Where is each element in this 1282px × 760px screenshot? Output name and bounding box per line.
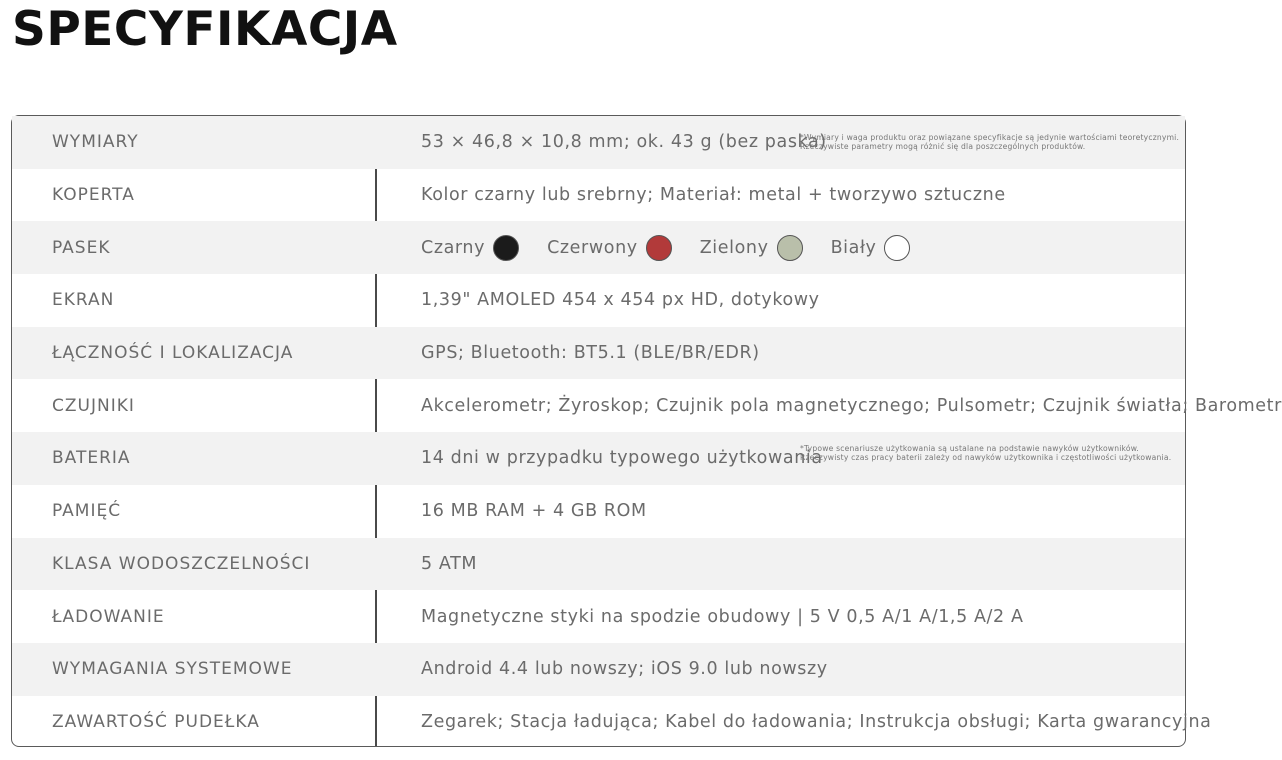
spec-value: Kolor czarny lub srebrny; Materiał: metal + tworzywo sztuczne xyxy=(421,185,1006,206)
spec-value: 1,39" AMOLED 454 x 454 px HD, dotykowy xyxy=(421,290,820,311)
spec-value: GPS; Bluetooth: BT5.1 (BLE/BR/EDR) xyxy=(421,343,760,364)
spec-value: 5 ATM xyxy=(421,553,478,574)
spec-label: ŁADOWANIE xyxy=(52,606,165,627)
strap-option-label: Czarny xyxy=(421,237,486,258)
spec-row-connectivity xyxy=(12,327,1185,380)
spec-label: KOPERTA xyxy=(52,185,135,206)
page-title: SPECYFIKACJA xyxy=(12,2,398,57)
spec-label: ŁĄCZNOŚĆ I LOKALIZACJA xyxy=(52,343,294,364)
spec-row-dimensions xyxy=(12,116,1185,169)
strap-option-label: Czerwony xyxy=(547,237,638,258)
spec-value: Zegarek; Stacja ładująca; Kabel do ładowania; Instrukcja obsługi; Karta gwarancyjna xyxy=(421,711,1212,732)
spec-row-battery xyxy=(12,432,1185,485)
spec-label: ZAWARTOŚĆ PUDEŁKA xyxy=(52,711,260,732)
spec-label: EKRAN xyxy=(52,290,115,311)
spec-value: Android 4.4 lub nowszy; iOS 9.0 lub nowszy xyxy=(421,659,828,680)
spec-value: Magnetyczne styki na spodzie obudowy | 5 V 0,5 A/1 A/1,5 A/2 A xyxy=(421,606,1024,627)
spec-value: 53 × 46,8 × 10,8 mm; ok. 43 g (bez paska) xyxy=(421,132,827,153)
spec-label: PAMIĘĆ xyxy=(52,501,122,522)
spec-label: PASEK xyxy=(52,237,111,258)
battery-footnote: *Typowe scenariusze użytkowania są ustalane na podstawie nawyków użytkowników. Rzeczywisty czas pracy baterii zależy od nawyków użytkownika i częstotliwości użytkowania. xyxy=(800,444,1172,463)
strap-option-white xyxy=(831,235,911,261)
spec-label: KLASA WODOSZCZELNOŚCI xyxy=(52,553,311,574)
spec-row-screen xyxy=(12,274,1185,327)
strap-option-green xyxy=(700,235,803,261)
spec-row-charging xyxy=(12,590,1185,643)
spec-row-water-resistance xyxy=(12,538,1185,591)
spec-table xyxy=(11,115,1282,747)
spec-value: 14 dni w przypadku typowego użytkowania xyxy=(421,448,823,469)
white-color-swatch xyxy=(884,235,910,261)
red-color-swatch xyxy=(646,235,672,261)
spec-value: 16 MB RAM + 4 GB ROM xyxy=(421,501,647,522)
spec-label: WYMIARY xyxy=(52,132,139,153)
strap-option-label: Zielony xyxy=(699,237,769,258)
strap-option-black xyxy=(421,235,519,261)
spec-row-case xyxy=(12,169,1185,222)
spec-row-system-requirements xyxy=(12,643,1185,696)
spec-label: WYMAGANIA SYSTEMOWE xyxy=(52,659,293,680)
spec-label: BATERIA xyxy=(52,448,131,469)
spec-row-sensors xyxy=(12,379,1282,432)
spec-row-strap xyxy=(12,221,1185,274)
spec-row-memory xyxy=(12,485,1185,538)
strap-option-label: Biały xyxy=(830,237,877,258)
dimensions-footnote: *Wymiary i waga produktu oraz powiązane specyfikacje są jedynie wartościami teoretycznymi. Rzeczywiste parametry mogą różnić się dla poszczególnych produktów. xyxy=(800,133,1180,151)
spec-value: Akcelerometr; Żyroskop; Czujnik pola magnetycznego; Pulsometr; Czujnik światła; Barometr xyxy=(421,395,1282,416)
spec-label: CZUJNIKI xyxy=(52,395,135,416)
green-color-swatch xyxy=(777,235,803,261)
spec-row-box-contents xyxy=(12,696,1212,749)
strap-option-red xyxy=(547,235,672,261)
strap-color-options xyxy=(376,235,938,261)
black-color-swatch xyxy=(493,235,519,261)
